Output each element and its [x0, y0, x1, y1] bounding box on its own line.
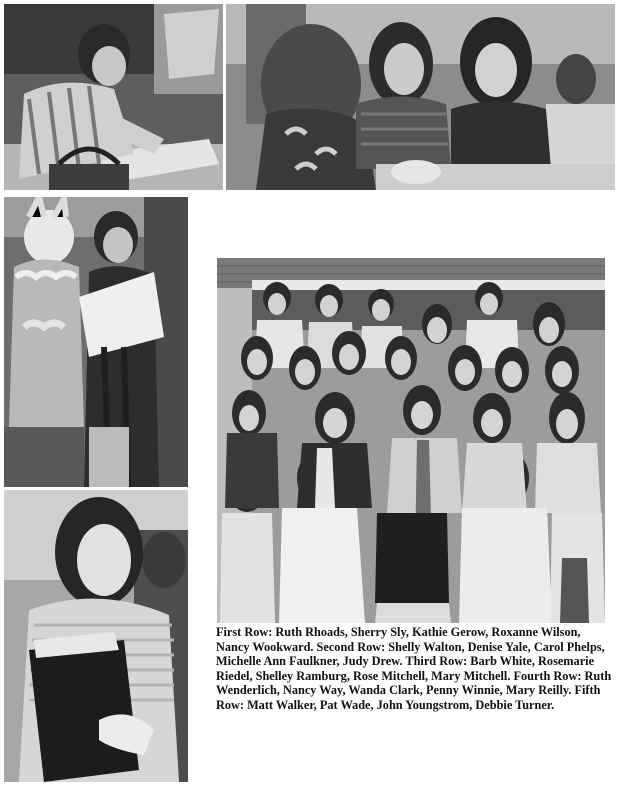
photo-mascot-and-student [4, 197, 188, 487]
photo-student-writing [4, 4, 223, 190]
group-photo-caption: First Row: Ruth Rhoads, Sherry Sly, Kathie Gerow, Roxanne Wilson, Nancy Wookward. Second Row: Shelly Walton, Denise Yale, Carol Phelps, Michelle Ann Faulkner, Judy Drew. Third Row: Barb White, Rosemarie Riedel, Shelley Ramburg, Rose Mitchell, Mary Mitchell. Fourth Row: Ruth Wenderlich, Nancy Way, Wanda Clark, Penny Winnie, Mary Reilly. Fifth Row: Matt Walker, Pat Wade, John Youngstrom, Debbie Turner. [216, 625, 612, 712]
photo-girl-with-books [4, 490, 188, 782]
photo-girls-at-table [226, 4, 615, 190]
photo-group-portrait [217, 258, 605, 623]
